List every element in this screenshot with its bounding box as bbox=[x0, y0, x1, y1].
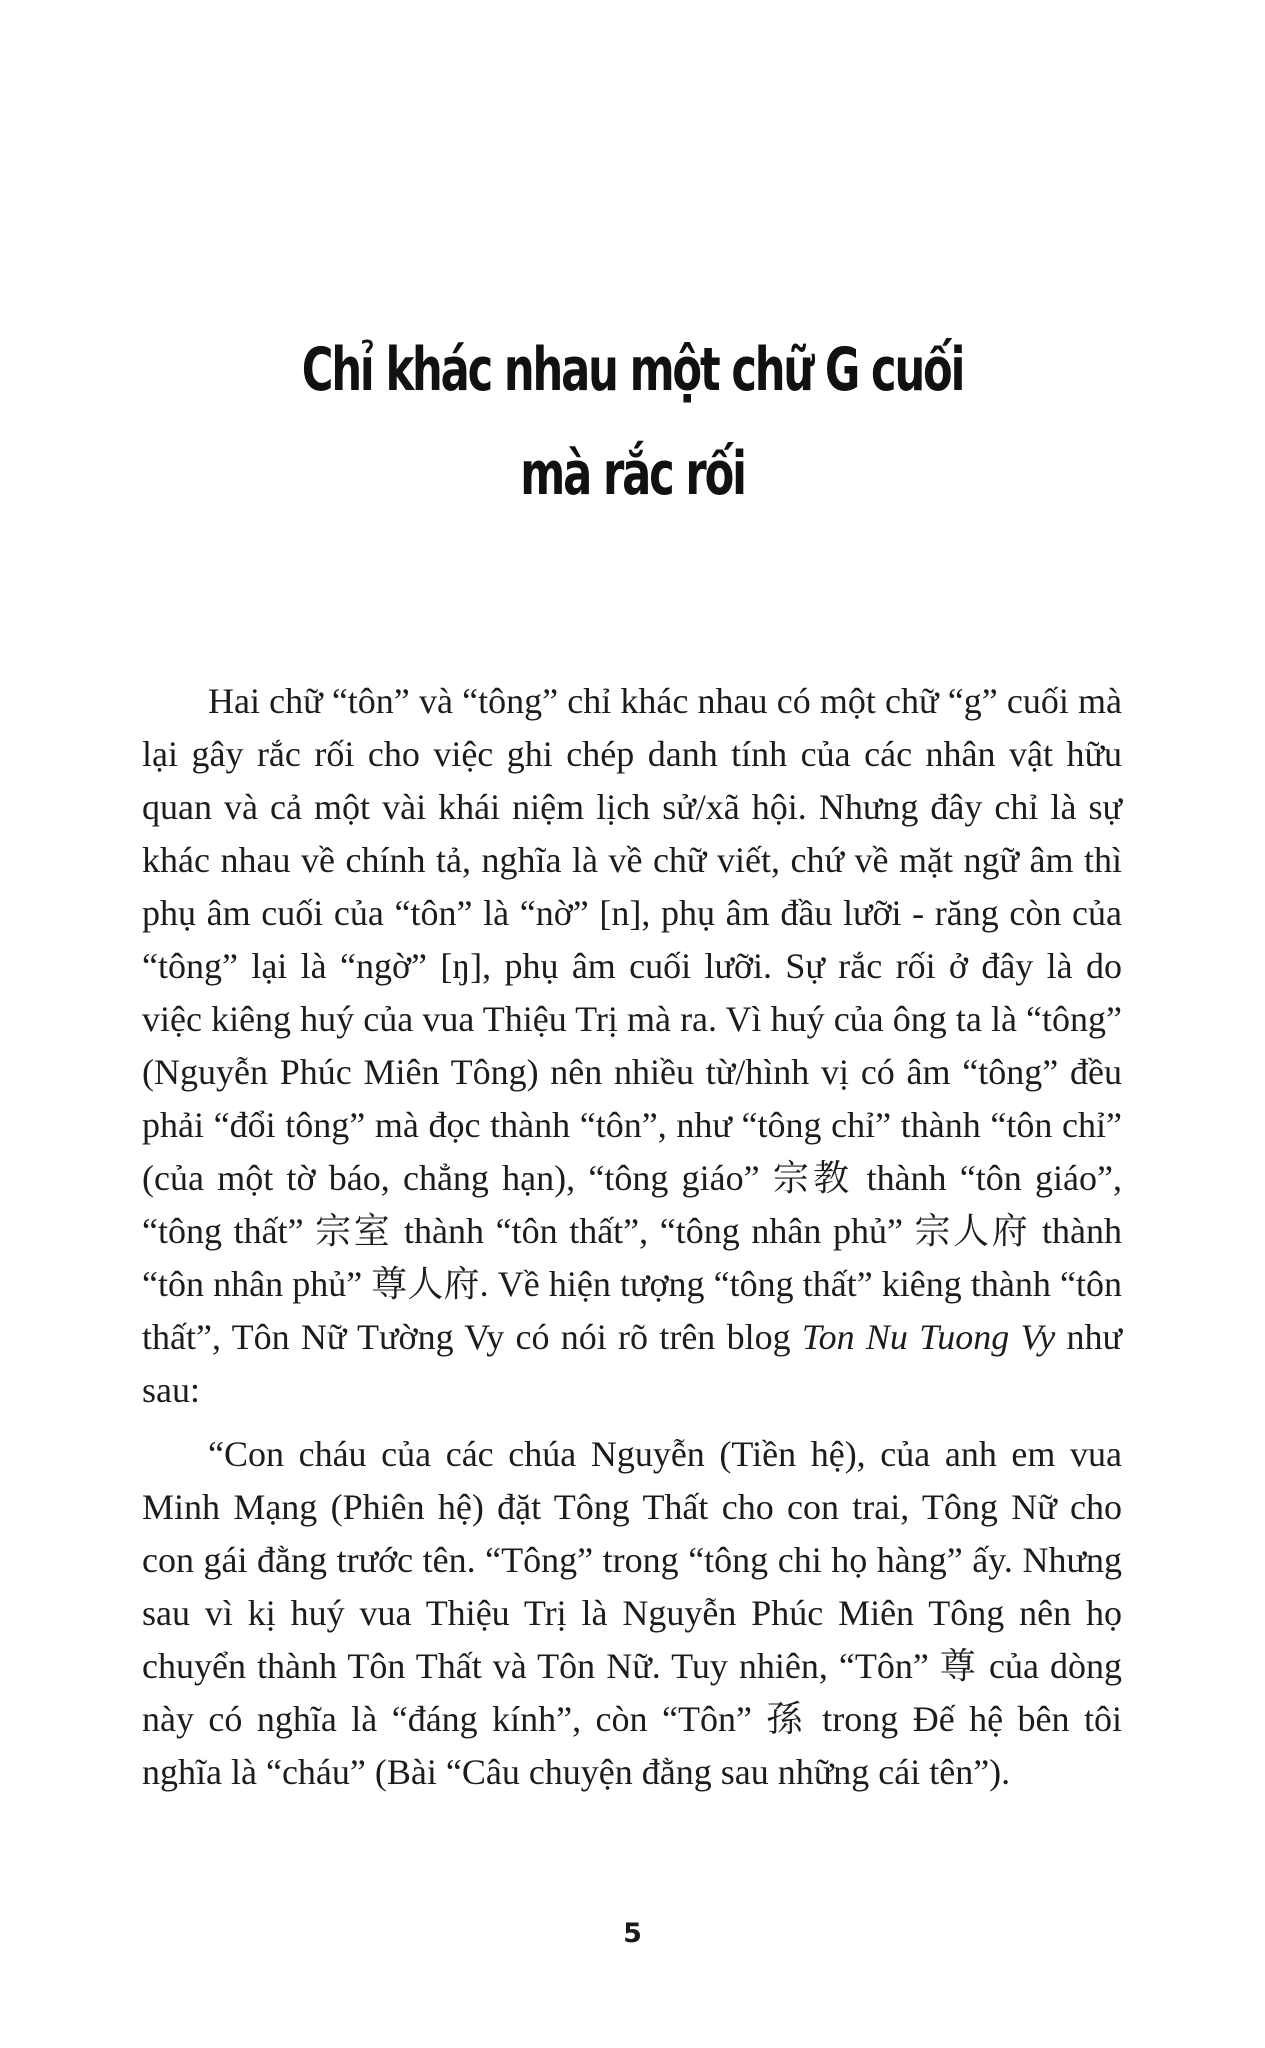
paragraph-intro-tail: như sau: bbox=[142, 1317, 1122, 1410]
chapter-title-line-1: Chỉ khác nhau một chữ G cuối bbox=[301, 335, 964, 405]
chapter-title-line-2: mà rắc rối bbox=[520, 439, 745, 509]
paragraph-quote bbox=[142, 1428, 1122, 1799]
paragraph-quote-text: “Con cháu của các chúa Nguyễn (Tiền hệ), của anh em vua Minh Mạng (Phiên hệ) đặt Tông Thất cho con trai, Tông Nữ cho con gái đằng trước tên. “Tông” trong “tông chi họ hàng” ấy. Nhưng sau vì kị huý vua Thiệu Trị là Nguyễn Phúc Miên Tông nên họ chuyển thành Tôn Thất và Tôn Nữ. Tuy nhiên, “Tôn” 尊 của dòng này có nghĩa là “đáng kính”, còn “Tôn” 孫 trong Đế hệ bên tôi nghĩa là “cháu” (Bài “Câu chuyện đằng sau những cái tên”). bbox=[142, 1434, 1122, 1792]
chapter-title bbox=[285, 318, 980, 526]
blog-name-italic: Ton Nu Tuong Vy bbox=[801, 1317, 1056, 1357]
paragraph-intro bbox=[142, 675, 1122, 1417]
page-number: 5 bbox=[623, 1918, 642, 1949]
paragraph-intro-text: Hai chữ “tôn” và “tông” chỉ khác nhau có một chữ “g” cuối mà lại gây rắc rối cho việc ghi chép danh tính của các nhân vật hữu quan và cả một vài khái niệm lịch sử/xã hội. Nhưng đây chỉ là sự khác nhau về chính tả, nghĩa là về chữ viết, chứ về mặt ngữ âm thì phụ âm cuối của “tôn” là “nờ” [n], phụ âm đầu lưỡi - răng còn của “tông” lại là “ngờ” [ŋ], phụ âm cuối lưỡi. Sự rắc rối ở đây là do việc kiêng huý của vua Thiệu Trị mà ra. Vì huý của ông ta là “tông” (Nguyễn Phúc Miên Tông) nên nhiều từ/hình vị có âm “tông” đều phải “đổi tông” mà đọc thành “tôn”, như “tông chỉ” thành “tôn chỉ” (của một tờ báo, chẳng hạn), “tông giáo” 宗教 thành “tôn giáo”, “tông thất” 宗室 thành “tôn thất”, “tông nhân phủ” 宗人府 thành “tôn nhân phủ” 尊人府. Về hiện tượng “tông thất” kiêng thành “tôn thất”, Tôn Nữ Tường Vy có nói rõ trên blog bbox=[142, 681, 1122, 1357]
body-text bbox=[142, 675, 1122, 1799]
